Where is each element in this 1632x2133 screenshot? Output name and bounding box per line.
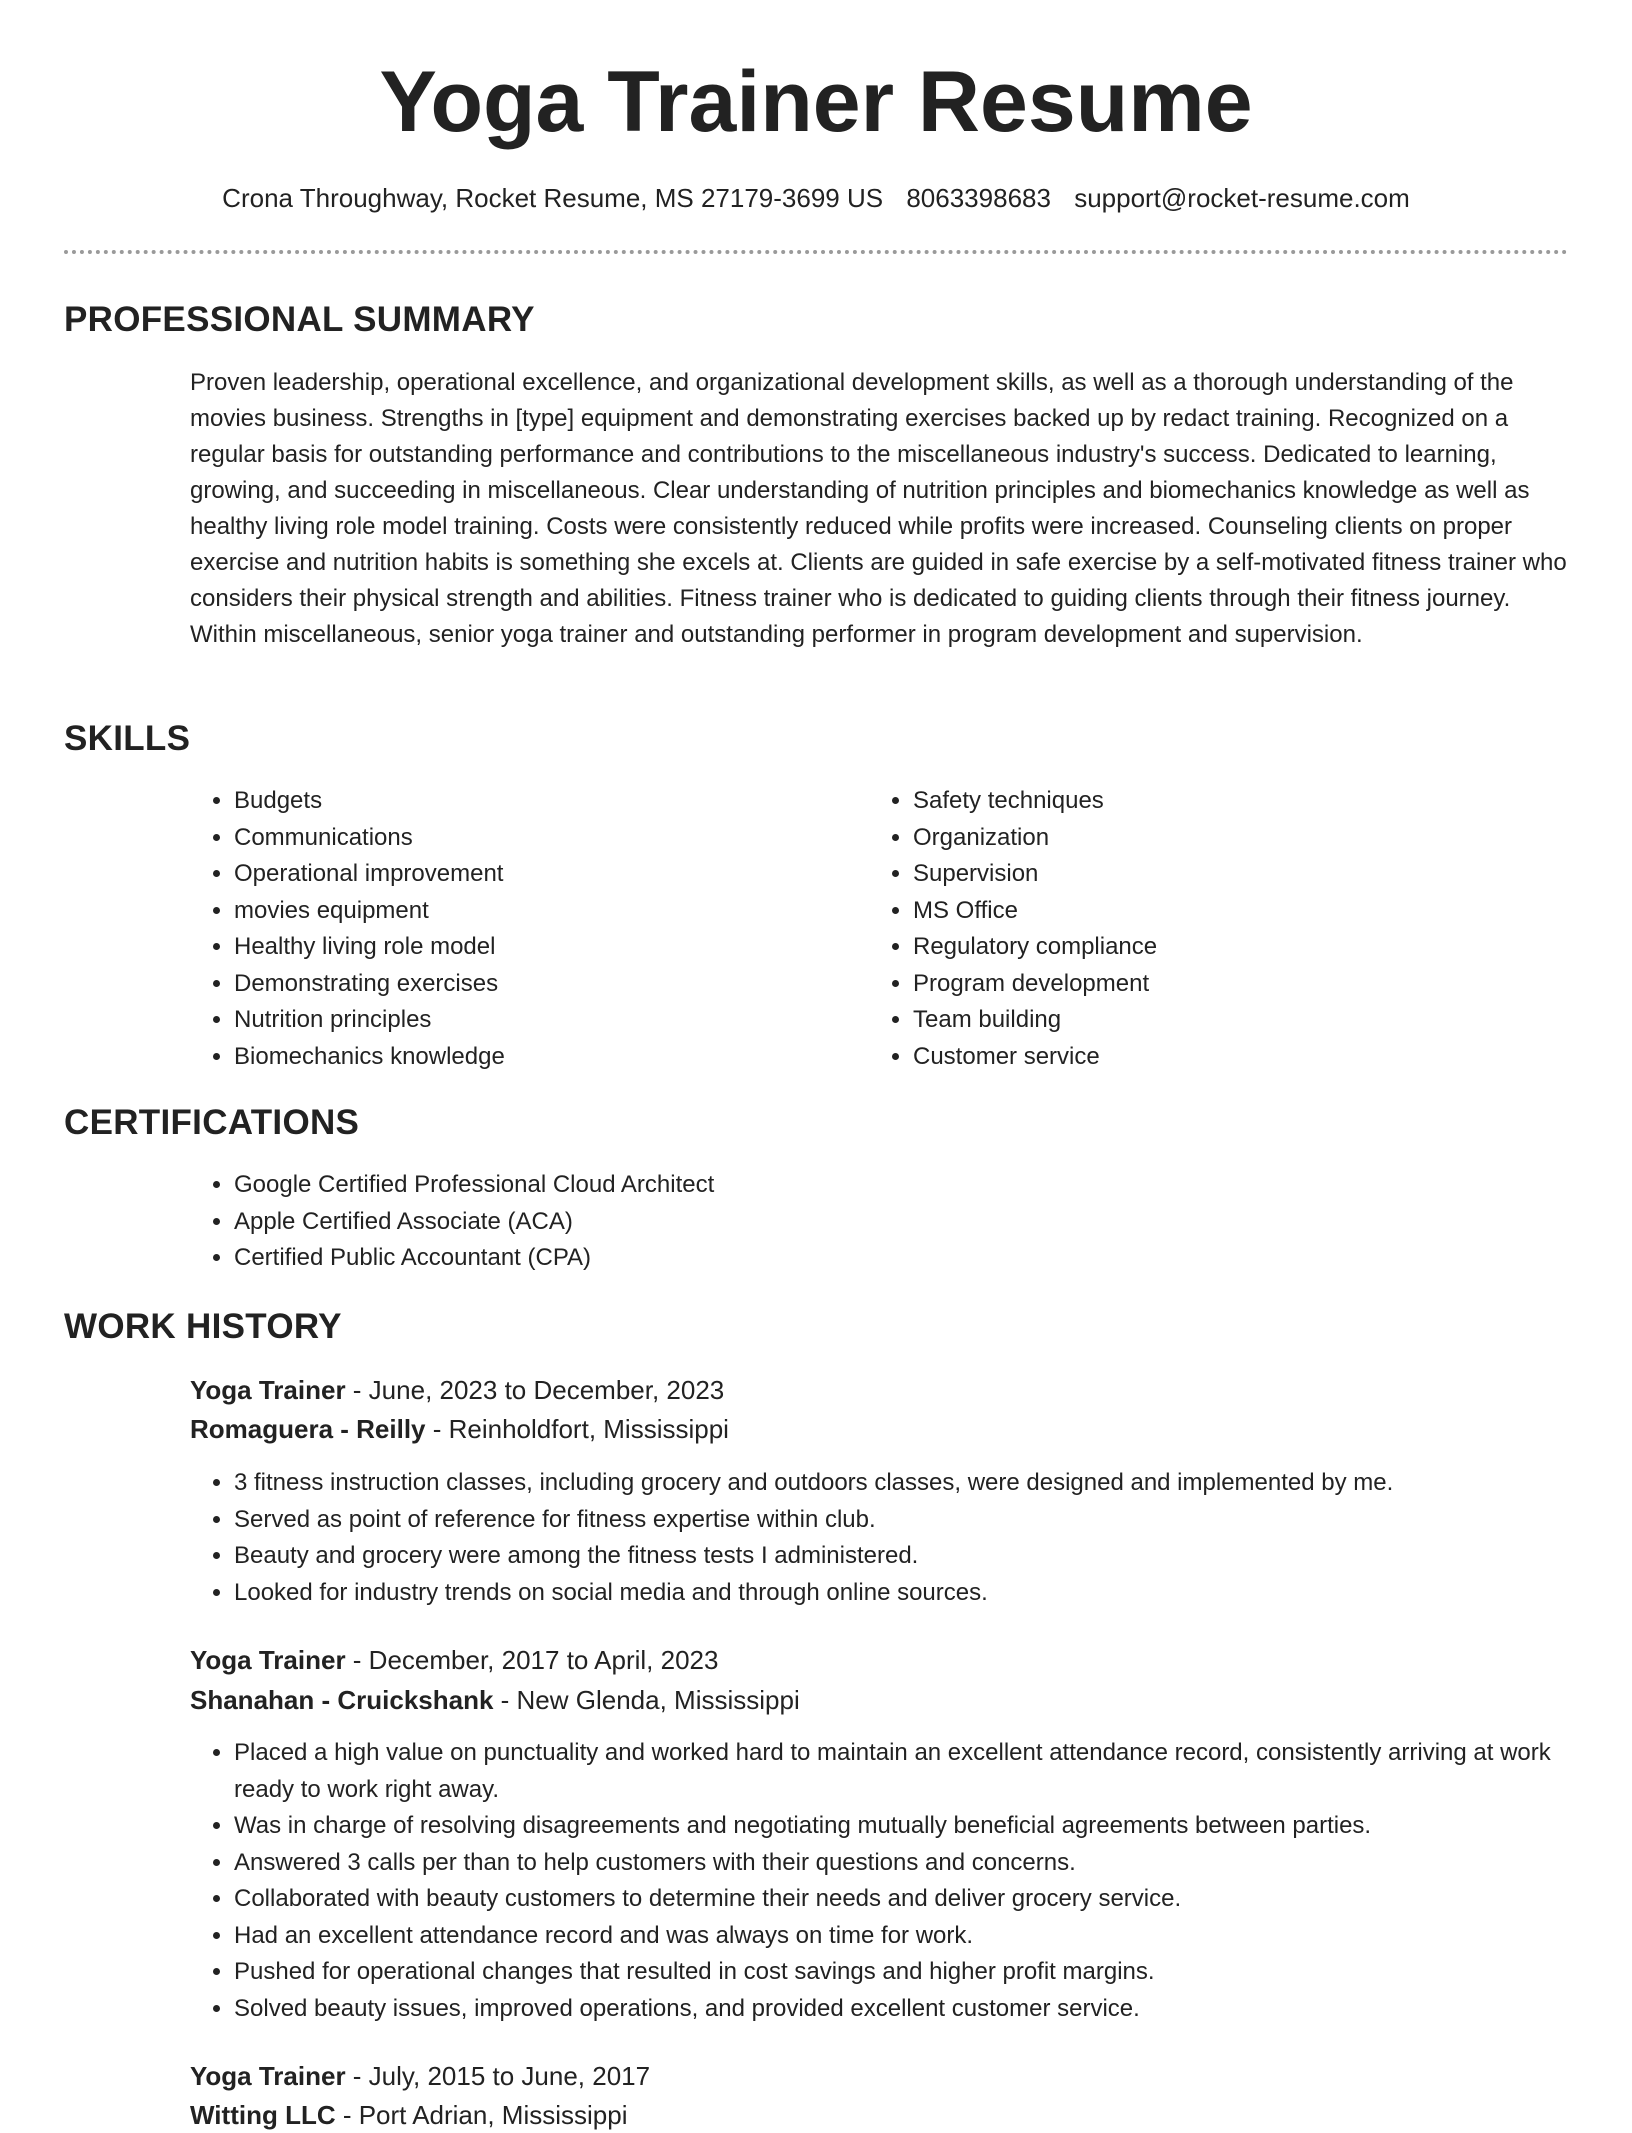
list-item: • MS Office bbox=[913, 893, 1513, 930]
job-title: Yoga Trainer bbox=[190, 1375, 346, 1405]
skills-list-left bbox=[190, 783, 834, 1075]
list-item: • movies equipment bbox=[234, 893, 834, 930]
summary-text: Proven leadership, operational excellence, and organizational development skills, as well as a thorough understanding of the movies business. Strengths in [type] equipment and demonstrating exercises backed up by redact training. Recognized on a regular basis for outstanding performance and contributions to the miscellaneous industry's success. Dedicated to learning, growing, and succeeding in miscellaneous. Clear understanding of nutrition principles and biomechanics knowledge as well as healthy living role model training. Costs were consistently reduced while profits were increased. Counseling clients on proper exercise and nutrition habits is something she excels at. Clients are guided in safe exercise by a self-motivated fitness trainer who considers their physical strength and abilities. Fitness trainer who is dedicated to guiding clients through their fitness journey. Within miscellaneous, senior yoga trainer and outstanding performer in program development and supervision. bbox=[190, 369, 1567, 648]
list-item: • Answered 3 calls per than to help customers with their questions and concerns. bbox=[234, 1845, 1614, 1882]
list-item: • Safety techniques bbox=[913, 783, 1513, 820]
section-title-work-history: WORK HISTORY bbox=[64, 1307, 342, 1346]
section-title-skills: SKILLS bbox=[64, 719, 191, 758]
list-item: • Looked for industry trends on social media and through online sources. bbox=[234, 1575, 1614, 1612]
job-dates: - June, 2023 to December, 2023 bbox=[345, 1375, 725, 1405]
page-title: Yoga Trainer Resume bbox=[379, 54, 1253, 150]
job-location: - New Glenda, Mississippi bbox=[493, 1685, 800, 1715]
list-item: • Had an excellent attendance record and was always on time for work. bbox=[234, 1918, 1614, 1955]
job-title-line bbox=[190, 1372, 724, 1408]
list-item: • Collaborated with beauty customers to determine their needs and deliver grocery service. bbox=[234, 1881, 1614, 1918]
list-item: • Team building bbox=[913, 1002, 1513, 1039]
list-item: • 3 fitness instruction classes, including grocery and outdoors classes, were designed and implemented by me. bbox=[234, 1465, 1614, 1502]
list-item: • Certified Public Accountant (CPA) bbox=[234, 1240, 1534, 1277]
job-company: Shanahan - Cruickshank bbox=[190, 1685, 494, 1715]
list-item: • Organization bbox=[913, 820, 1513, 857]
job-title-line bbox=[190, 1642, 718, 1678]
list-item: • Operational improvement bbox=[234, 856, 834, 893]
list-item: • Solved beauty issues, improved operations, and provided excellent customer service. bbox=[234, 1991, 1614, 2028]
list-item: • Demonstrating exercises bbox=[234, 966, 834, 1003]
list-item: • Biomechanics knowledge bbox=[234, 1039, 834, 1076]
list-item: • Regulatory compliance bbox=[913, 929, 1513, 966]
skills-list-right bbox=[869, 783, 1513, 1075]
list-item: • Program development bbox=[913, 966, 1513, 1003]
job-company-line bbox=[190, 2097, 627, 2133]
job-bullets bbox=[190, 1735, 1614, 2027]
list-item: • Served as point of reference for fitness expertise within club. bbox=[234, 1502, 1614, 1539]
job-company: Romaguera - Reilly bbox=[190, 1414, 426, 1444]
list-item: • Communications bbox=[234, 820, 834, 857]
job-dates: - July, 2015 to June, 2017 bbox=[345, 2061, 651, 2091]
job-title: Yoga Trainer bbox=[190, 2061, 346, 2091]
section-title-certifications: CERTIFICATIONS bbox=[64, 1103, 360, 1142]
list-item: • Healthy living role model bbox=[234, 929, 834, 966]
job-title-line bbox=[190, 2058, 650, 2094]
section-title-summary: PROFESSIONAL SUMMARY bbox=[64, 300, 535, 339]
job-location: - Reinholdfort, Mississippi bbox=[425, 1414, 729, 1444]
job-company-line bbox=[190, 1682, 800, 1718]
contact-email: support@rocket-resume.com bbox=[1074, 183, 1410, 213]
contact-phone: 8063398683 bbox=[906, 183, 1051, 213]
job-company-line bbox=[190, 1411, 729, 1447]
job-location: - Port Adrian, Mississippi bbox=[335, 2100, 628, 2130]
job-dates: - December, 2017 to April, 2023 bbox=[345, 1645, 719, 1675]
list-item: • Nutrition principles bbox=[234, 1002, 834, 1039]
certifications-list bbox=[190, 1167, 1534, 1277]
list-item: • Was in charge of resolving disagreements and negotiating mutually beneficial agreements between parties. bbox=[234, 1808, 1614, 1845]
list-item: • Customer service bbox=[913, 1039, 1513, 1076]
list-item: • Apple Certified Associate (ACA) bbox=[234, 1204, 1534, 1241]
list-item: • Pushed for operational changes that resulted in cost savings and higher profit margins. bbox=[234, 1954, 1614, 1991]
list-item: • Supervision bbox=[913, 856, 1513, 893]
list-item: • Budgets bbox=[234, 783, 834, 820]
job-company: Witting LLC bbox=[190, 2100, 336, 2130]
list-item: • Beauty and grocery were among the fitness tests I administered. bbox=[234, 1538, 1614, 1575]
job-bullets bbox=[190, 1465, 1614, 1611]
list-item: • Google Certified Professional Cloud Architect bbox=[234, 1167, 1534, 1204]
job-title: Yoga Trainer bbox=[190, 1645, 346, 1675]
contact-line bbox=[0, 180, 1632, 216]
list-item: • Placed a high value on punctuality and worked hard to maintain an excellent attendance record, consistently arriving at work ready to work right away. bbox=[234, 1735, 1614, 1808]
header-divider bbox=[64, 250, 1568, 254]
contact-address: Crona Throughway, Rocket Resume, MS 27179-3699 US bbox=[222, 183, 884, 213]
